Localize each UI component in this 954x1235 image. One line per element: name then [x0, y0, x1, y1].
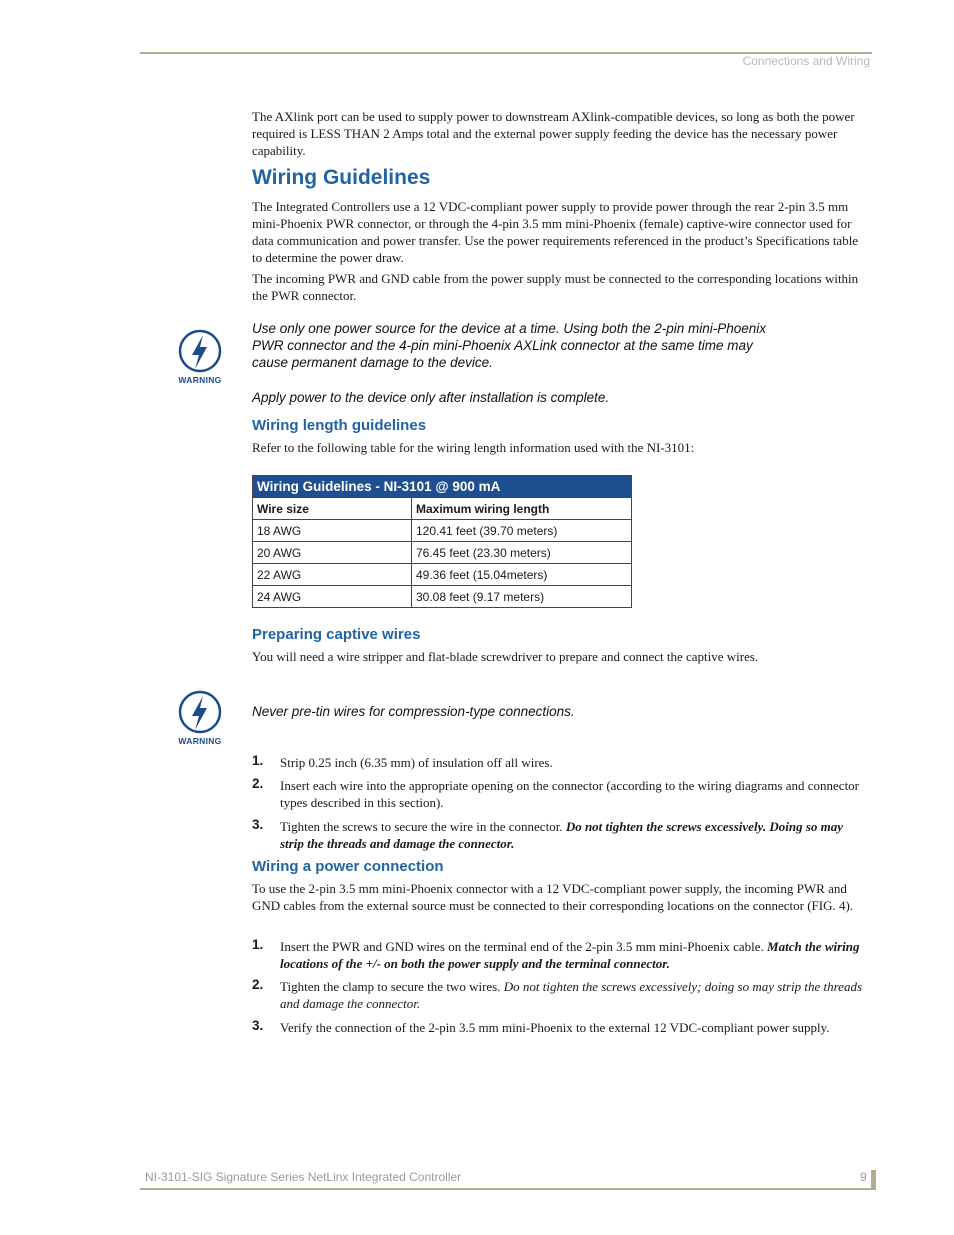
guidelines-paragraph-1: The Integrated Controllers use a 12 VDC-compliant power supply to provide power through the rear 2-pin 3.5 mm mini-Phoenix PWR connector, or through the 4-pin 3.5 mm mini-Phoenix (female) captive-wire connector used for data communication and power transfer. Use the power requirements referenced in the product’s Specifications table to determine the power draw.: [252, 199, 859, 265]
footer-tab: [871, 1170, 876, 1190]
step-text: Insert each wire into the appropriate opening on the connector (according to the wiring diagrams and connector types described in this section).: [280, 778, 860, 810]
table-cell: 20 AWG: [253, 542, 412, 564]
intro-paragraph: The AXlink port can be used to supply power to downstream AXlink-compatible devices, so long as both the power required is LESS THAN 2 Amps total and the external power supply feeding the device has the necessary power capability.: [252, 109, 855, 158]
table-cell: 18 AWG: [253, 520, 412, 542]
wiring-length-intro: Refer to the following table for the wiring length information used with the NI-3101:: [252, 440, 695, 455]
step-emphasis: Do not tighten the screws excessively. Doing so may strip the threads and damage the connector.: [280, 819, 844, 851]
table-cell: 30.08 feet (9.17 meters): [412, 586, 632, 608]
step-number: 2.: [252, 776, 264, 791]
column-header: Wire size: [253, 498, 412, 520]
section-title: Wiring Guidelines: [252, 166, 431, 189]
table-row: [253, 542, 632, 564]
warning-text-2: Apply power to the device only after installation is complete.: [252, 390, 610, 405]
step-number: 1.: [252, 937, 264, 952]
table-row: [253, 564, 632, 586]
footer-title: NI-3101-SIG Signature Series NetLinx Integrated Controller: [145, 1170, 462, 1184]
warning-icon: [175, 327, 225, 389]
warning-label: WARNING: [178, 736, 222, 746]
table-row: [253, 586, 632, 608]
warning-icon: [175, 688, 225, 750]
table-cell: 22 AWG: [253, 564, 412, 586]
table-row: [253, 520, 632, 542]
step-number: 2.: [252, 977, 264, 992]
table-caption: Wiring Guidelines - NI-3101 @ 900 mA: [253, 476, 632, 498]
step-text: Tighten the clamp to secure the two wires. Do not tighten the screws excessively; doing so may strip the threads and damage the connector.: [280, 979, 863, 1011]
warning-text-3: Never pre-tin wires for compression-type connections.: [252, 704, 575, 719]
table-cell: 120.41 feet (39.70 meters): [412, 520, 632, 542]
subsection-title-wiring-length: Wiring length guidelines: [252, 417, 427, 434]
subsection-title-power: Wiring a power connection: [252, 858, 444, 875]
step-number: 1.: [252, 753, 264, 768]
step-text: Insert the PWR and GND wires on the terminal end of the 2-pin 3.5 mm mini-Phoenix cable. Match the wiring locations of the +/- on both the power supply and the terminal connector.: [280, 939, 860, 971]
step-text: Tighten the screws to secure the wire in the connector. Do not tighten the screws excessively. Doing so may strip the threads and damage the connector.: [280, 819, 844, 851]
step-number: 3.: [252, 817, 264, 832]
step-number: 3.: [252, 1018, 264, 1033]
warning-label: WARNING: [178, 375, 222, 385]
step-emphasis: Match the wiring locations of the +/- on both the power supply and the terminal connector.: [280, 939, 860, 971]
step-text: Verify the connection of the 2-pin 3.5 mm mini-Phoenix to the external 12 VDC-compliant power supply.: [280, 1020, 830, 1035]
warning-text-1: Use only one power source for the device at a time. Using both the 2-pin mini-Phoenix PWR connector and the 4-pin mini-Phoenix AXLink connector at the same time may cause permanent damage to the device.: [252, 321, 767, 370]
subsection-title-captive: Preparing captive wires: [252, 626, 421, 643]
table-cell: 76.45 feet (23.30 meters): [412, 542, 632, 564]
guidelines-paragraph-2: The incoming PWR and GND cable from the power supply must be connected to the corresponding locations within the PWR connector.: [252, 271, 859, 303]
column-header: Maximum wiring length: [412, 498, 632, 520]
step-text: Strip 0.25 inch (6.35 mm) of insulation off all wires.: [280, 755, 553, 770]
table-header-row: [253, 498, 632, 520]
power-intro: To use the 2-pin 3.5 mm mini-Phoenix connector with a 12 VDC-compliant power supply, the incoming PWR and GND cables from the external source must be connected to their corresponding locations on the connector (FIG. 4).: [252, 881, 854, 913]
table-cell: 49.36 feet (15.04meters): [412, 564, 632, 586]
wiring-guidelines-table: [252, 475, 632, 608]
page-number: 9: [860, 1170, 867, 1184]
captive-intro: You will need a wire stripper and flat-blade screwdriver to prepare and connect the captive wires.: [252, 649, 759, 664]
running-header: Connections and Wiring: [742, 54, 870, 68]
footer-rule: [140, 1188, 876, 1190]
step-emphasis: Do not tighten the screws excessively; doing so may strip the threads and damage the connector.: [280, 979, 863, 1011]
table-cell: 24 AWG: [253, 586, 412, 608]
